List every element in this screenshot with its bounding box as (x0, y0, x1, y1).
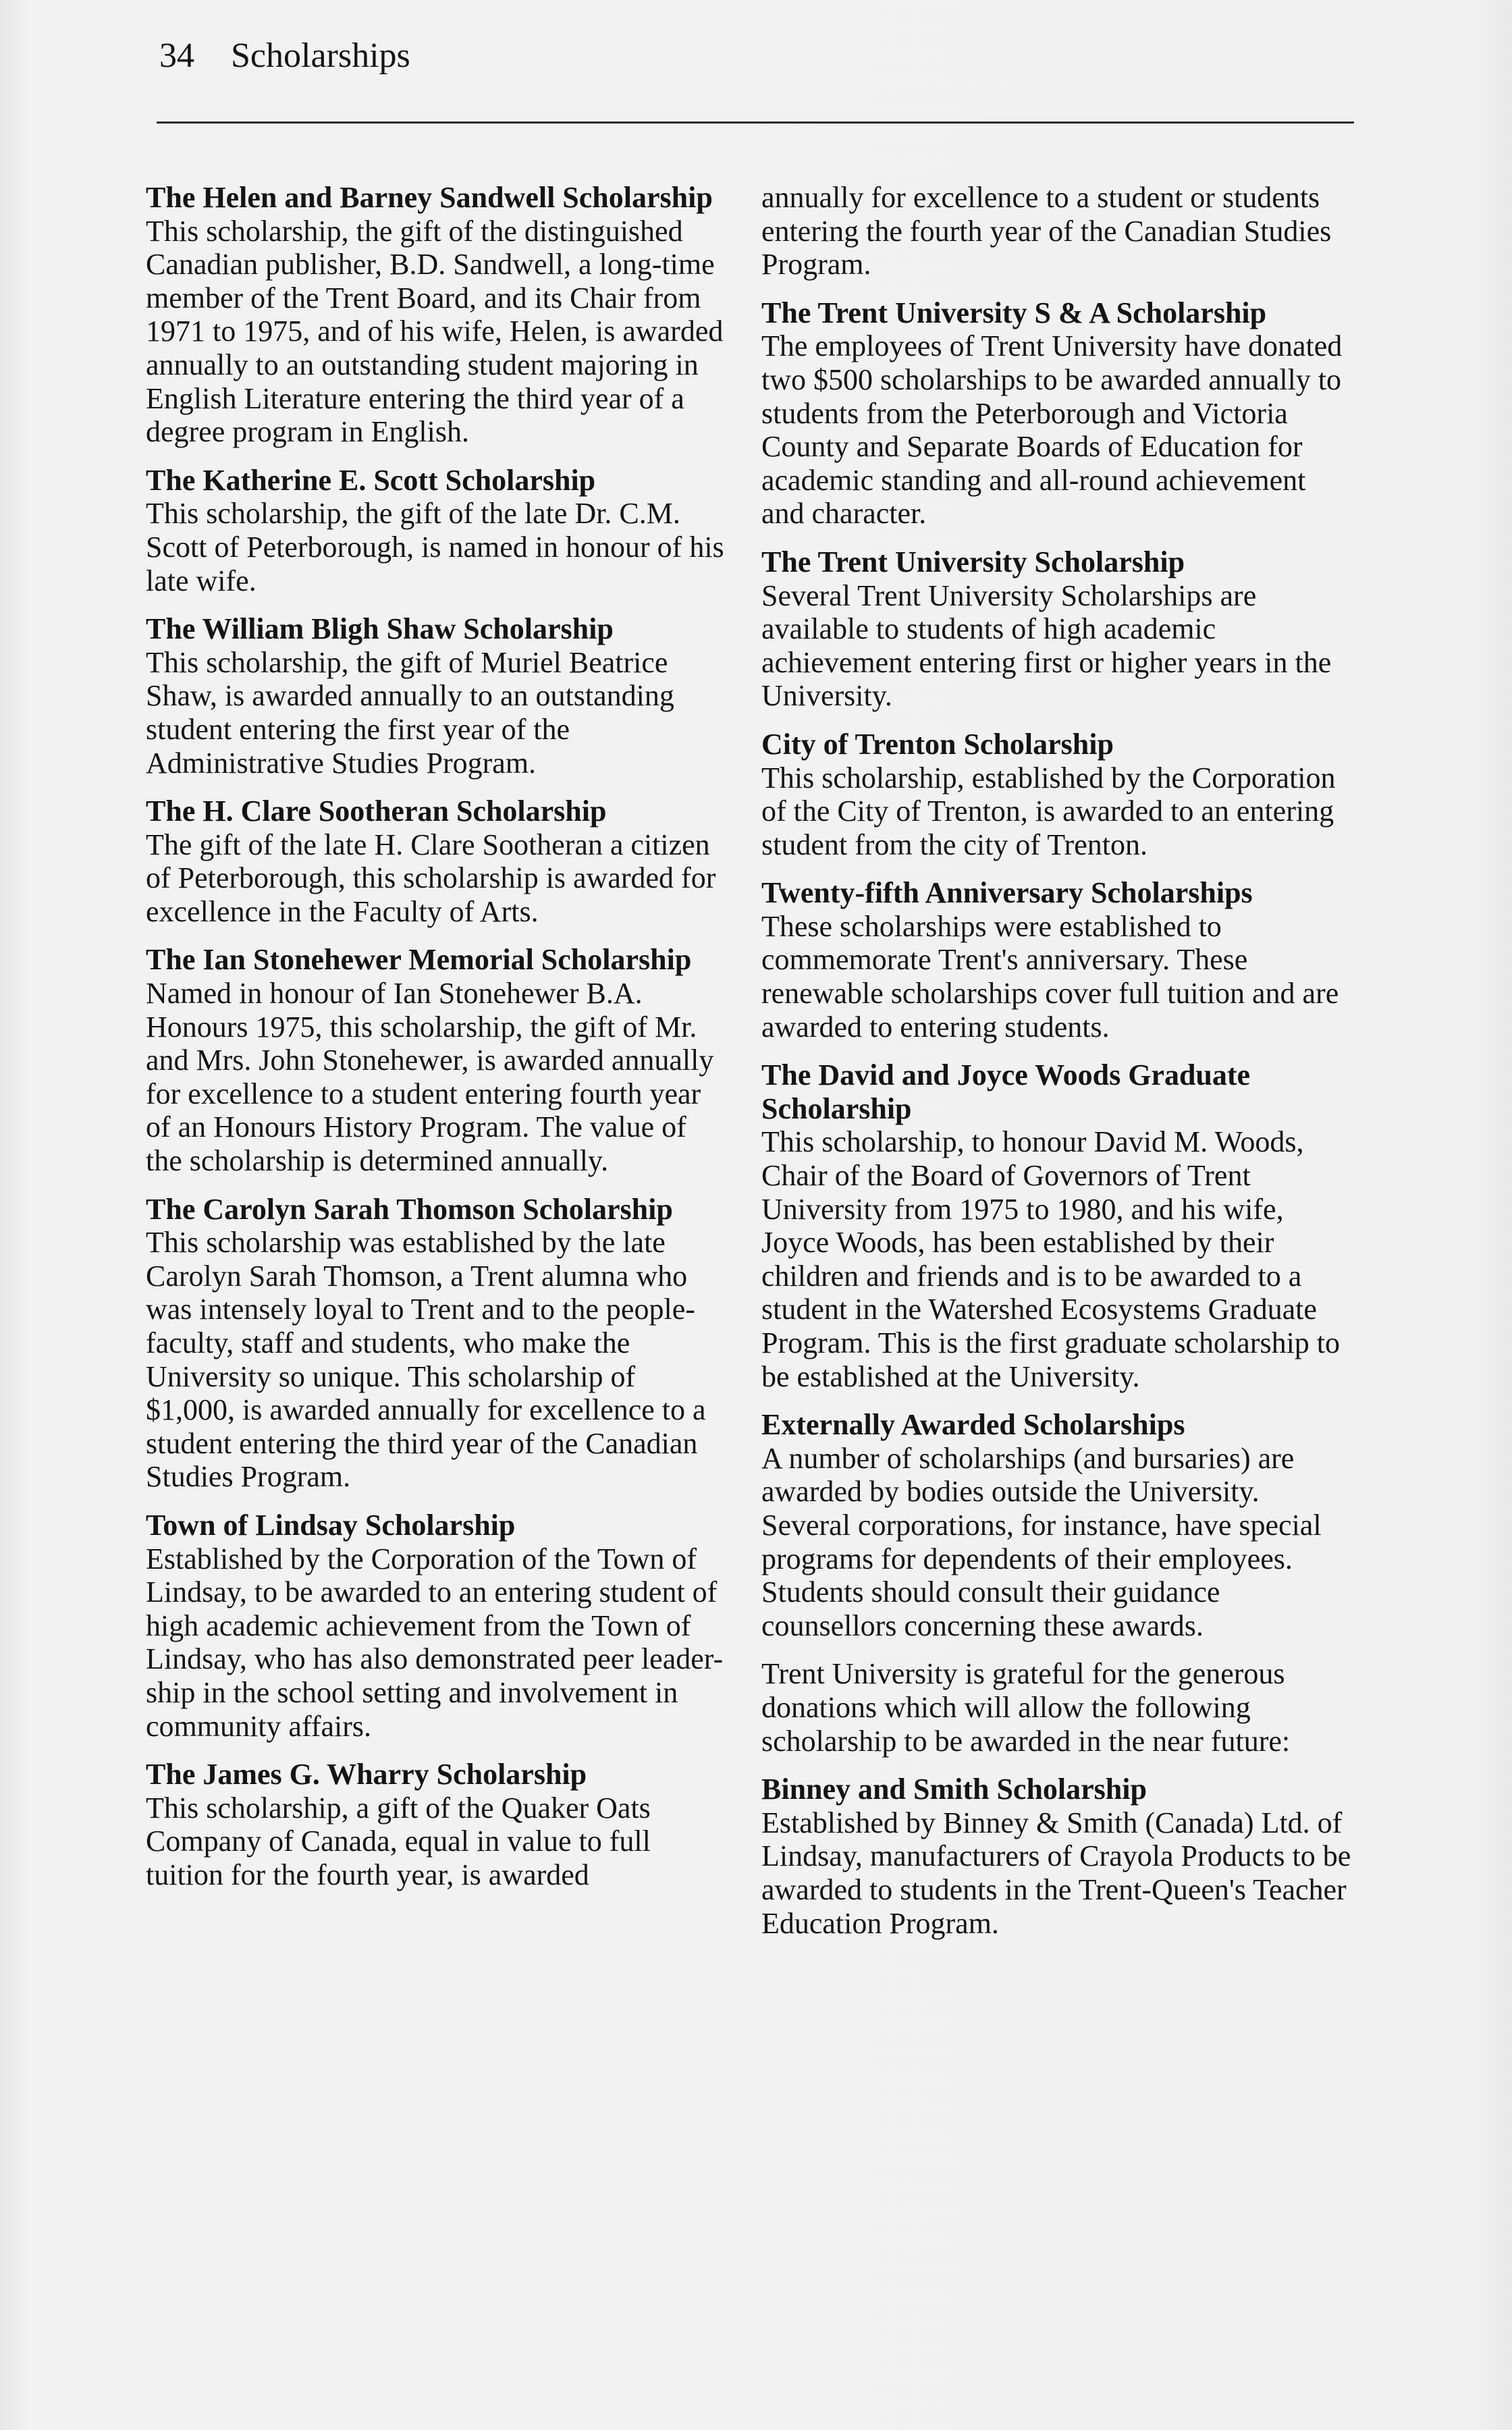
running-head (159, 32, 410, 80)
scholarship-title: Town of Lindsay Scholarship (146, 1508, 516, 1542)
scholarship-entry (146, 612, 726, 780)
scholarship-description: A number of scholarships (and bursaries) are awarded by bodies outside the University. Several corporations, for instance, have special programs for dependents of their employees. Students should consult their guidance counsellors concerning these awards. (761, 1441, 1322, 1642)
scholarship-entry (146, 943, 726, 1177)
scholarship-title: The Trent University S & A Scholarship (761, 296, 1267, 329)
scholarship-description: The gift of the late H. Clare Sootheran a citizen of Peterborough, this scholarship is awarded for excellence in the Faculty of Arts. (146, 828, 716, 928)
scholarship-description: Several Trent University Scholarships are available to students of high academic achievement entering first or higher years in the University. (761, 578, 1332, 713)
scholarship-entry (146, 181, 726, 449)
scholarship-entry (761, 1408, 1355, 1642)
scholarship-entry (146, 794, 726, 928)
scholarship-description: This scholarship, the gift of the late Dr. C.M. Scott of Peterborough, is named in honour of his late wife. (146, 497, 724, 597)
scholarship-description: This scholarship, the gift of Muriel Beatrice Shaw, is awarded annually to an outstanding student entering the first year of the Administrative Studies Program. (146, 645, 674, 780)
scholarship-title: The Helen and Barney Sandwell Scholarship (146, 181, 713, 214)
scholarship-description: This scholarship, established by the Corporation of the City of Trenton, is awarded to an entering student from the city of Trenton. (761, 761, 1336, 861)
scholarship-title: City of Trenton Scholarship (761, 727, 1114, 761)
scholarship-entry (146, 1509, 726, 1743)
scholarship-description: These scholarships were established to commemorate Trent's anniversary. These renewable scholarships cover full tuition and are awarded to entering students. (761, 909, 1339, 1044)
gratitude-paragraph: Trent University is grateful for the generous donations which will allow the following scholarship to be awarded in the near future: (761, 1657, 1291, 1758)
continued-paragraph: annually for excellence to a student or students entering the fourth year of the Canadian Studies Program. (761, 181, 1332, 281)
scholarship-entry (761, 876, 1355, 1044)
scholarship-description: The employees of Trent University have donated two $500 scholarships to be awarded annually to students from the Peterborough and Victoria County and Separate Boards of Education for academic standing and all-round achievement and character. (761, 329, 1343, 531)
page-number: 34 (159, 36, 194, 75)
header-rule (157, 122, 1354, 124)
scholarship-title: The William Bligh Shaw Scholarship (146, 612, 614, 646)
scholarship-description: Established by the Corporation of the Town of Lindsay, to be awarded to an entering student of high academic achievement from the Town of Lindsay, who has also demonstrated peer leader-ship in the school setting and involvement in community affairs. (146, 1542, 724, 1743)
scholarship-title: The Trent University Scholarship (761, 545, 1185, 578)
scholarship-entry (761, 296, 1355, 531)
scholarship-description: This scholarship was established by the late Carolyn Sarah Thomson, a Trent alumna who was intensely loyal to Trent and to the people-faculty, staff and students, who make the University so unique. This scholarship of $1,000, is awarded annually for excellence to a student entering the third year of the Canadian Studies Program. (146, 1226, 706, 1494)
scholarship-entry (761, 545, 1355, 713)
scholarship-title: The H. Clare Sootheran Scholarship (146, 794, 607, 828)
scholarship-entry (146, 1193, 726, 1494)
scholarship-title: Binney and Smith Scholarship (761, 1773, 1147, 1806)
scholarship-title: Externally Awarded Scholarships (761, 1408, 1185, 1442)
section-title: Scholarships (231, 36, 410, 75)
scholarship-description: This scholarship, a gift of the Quaker Oats Company of Canada, equal in value to full tuition for the fourth year, is awarded (146, 1791, 651, 1891)
scholarship-entry (761, 1773, 1355, 1940)
scholarship-entry (146, 1758, 726, 1891)
scholarship-entry (146, 464, 726, 597)
scholarship-description: This scholarship, the gift of the distinguished Canadian publisher, B.D. Sandwell, a long-time member of the Trent Board, and its Chair from 1971 to 1975, and of his wife, Helen, is awarded annually to an outstanding student majoring in English Literature entering the third year of a degree program in English. (146, 214, 724, 449)
scholarship-description: This scholarship, to honour David M. Woods, Chair of the Board of Governors of Trent University from 1975 to 1980, and his wife, Joyce Woods, has been established by their children and friends and is to be awarded to a student in the Watershed Ecosystems Graduate Program. This is the first graduate scholarship to be established at the University. (761, 1125, 1341, 1393)
scholarship-entry (761, 1058, 1355, 1393)
scholarship-entry (761, 728, 1355, 861)
scholarship-description: Named in honour of Ian Stonehewer B.A. Honours 1975, this scholarship, the gift of Mr. and Mrs. John Stonehewer, is awarded annually for excellence to a student entering fourth year of an Honours History Program. The value of the scholarship is determined annually. (146, 977, 714, 1178)
scholarship-description: Established by Binney & Smith (Canada) Ltd. of Lindsay, manufacturers of Crayola Products to be awarded to students in the Trent-Queen's Teacher Education Program. (761, 1806, 1351, 1940)
gratitude-note (761, 1657, 1355, 1758)
scholarship-title: The Katherine E. Scott Scholarship (146, 463, 596, 497)
scholarship-title: The Ian Stonehewer Memorial Scholarship (146, 943, 692, 977)
left-column (146, 181, 726, 1907)
scholarship-title: The Carolyn Sarah Thomson Scholarship (146, 1192, 673, 1226)
scholarship-title: Twenty-fifth Anniversary Scholarships (761, 876, 1253, 910)
scholarship-title: The David and Joyce Woods Graduate Scholarship (761, 1058, 1251, 1125)
right-column (761, 181, 1355, 1955)
scholarship-title: The James G. Wharry Scholarship (146, 1758, 587, 1791)
